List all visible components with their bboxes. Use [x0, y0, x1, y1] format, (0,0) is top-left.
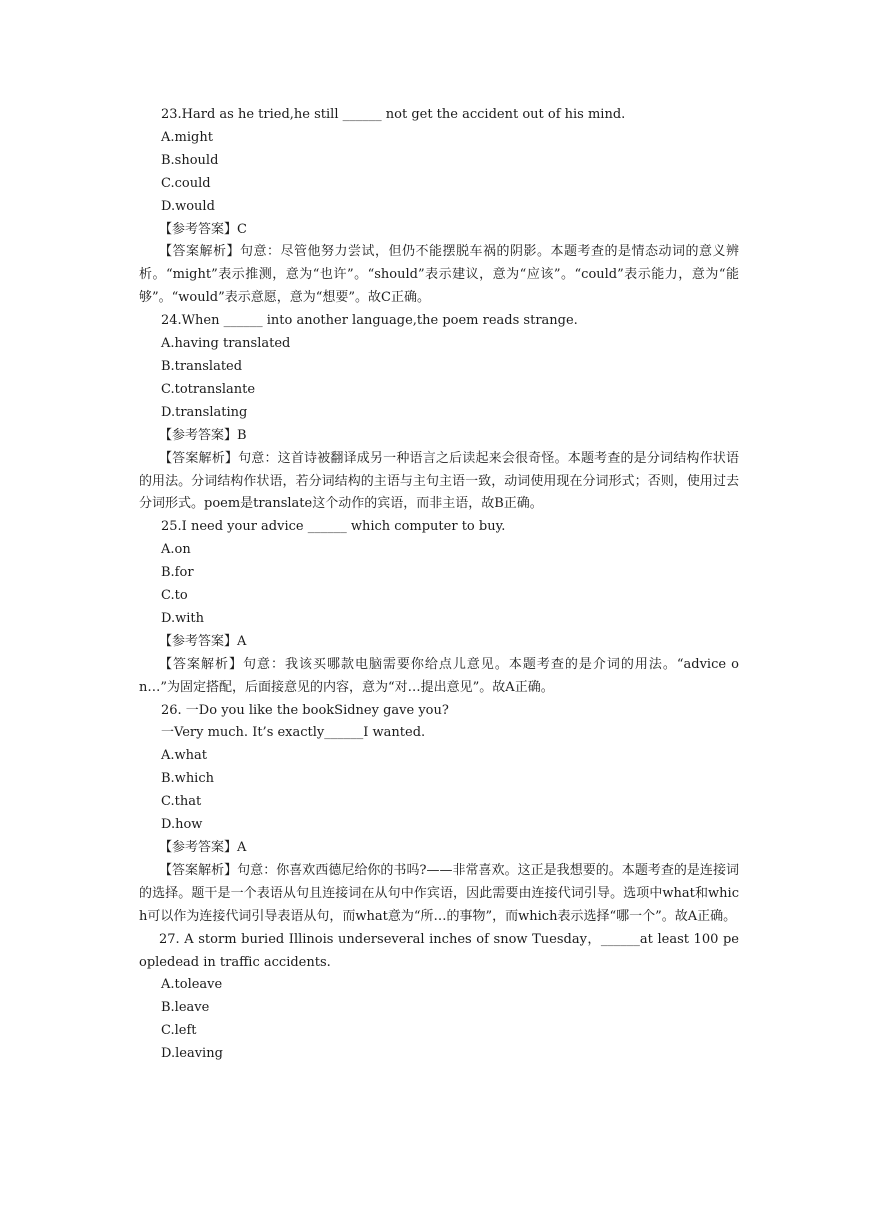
answer-analysis: 【答案解析】句意：尽管他努力尝试，但仍不能摆脱车祸的阴影。本题考查的是情态动词的意义辨析。“might”表示推测，意为“也许”。“should”表示建议，意为“应该”。“could”表示能力，意为“能够”。“would”表示意愿，意为“想要”。故C正确。 [139, 244, 739, 306]
question-stem: 26. 一Do you like the bookSidney gave you? [161, 702, 449, 718]
option-c: C.to [161, 588, 188, 604]
reference-answer: 【参考答案】B [159, 427, 247, 443]
option-c: C.left [161, 1023, 197, 1039]
question-26 [139, 700, 739, 929]
question-stem: 27. A storm buried Illinois underseveral inches of snow Tuesday，______at least 100 peopledead in traffic accidents. [139, 931, 739, 970]
exam-content [139, 104, 739, 1066]
option-c: C.could [161, 175, 211, 191]
question-stem: 23.Hard as he tried,he still ______ not get the accident out of his mind. [161, 107, 626, 122]
question-23 [139, 104, 739, 310]
option-d: D.leaving [161, 1046, 223, 1062]
option-d: D.would [161, 198, 215, 214]
option-d: D.how [161, 817, 203, 833]
option-c: C.totranslante [161, 381, 256, 397]
question-25 [139, 516, 739, 699]
answer-analysis: 【答案解析】句意：我该买哪款电脑需要你给点儿意见。本题考查的是介词的用法。“advice on…”为固定搭配，后面接意见的内容，意为“对…提出意见”。故A正确。 [139, 656, 739, 695]
reference-answer: 【参考答案】A [159, 840, 247, 855]
option-c: C.that [161, 794, 202, 810]
option-b: B.for [161, 565, 194, 581]
option-b: B.leave [161, 1000, 210, 1016]
option-a: A.toleave [161, 977, 223, 993]
answer-analysis: 【答案解析】句意：这首诗被翻译成另一种语言之后读起来会很奇怪。本题考查的是分词结构作状语的用法。分词结构作状语，若分词结构的主语与主句主语一致，动词使用现在分词形式；否则，使用过去分词形式。poem是translate这个动作的宾语，而非主语，故B正确。 [139, 450, 739, 512]
reference-answer: 【参考答案】A [159, 633, 247, 649]
answer-analysis: 【答案解析】句意：你喜欢西德尼给你的书吗?——非常喜欢。这正是我想要的。本题考查的是连接词的选择。题干是一个表语从句且连接词在从句中作宾语，因此需要由连接代词引导。选项中what和which可以作为连接代词引导表语从句，而what意为“所…的事物”，而which表示选择“哪一个”。故A正确。 [139, 862, 739, 924]
question-stem: 24.When ______ into another language,the poem reads strange. [161, 313, 578, 329]
question-24 [139, 310, 739, 516]
option-d: D.with [161, 610, 204, 626]
option-a: A.might [161, 129, 213, 145]
option-b: B.should [161, 152, 219, 168]
option-d: D.translating [161, 404, 248, 420]
option-a: A.on [161, 542, 191, 558]
option-a: A.having translated [161, 336, 291, 352]
question-stem: 25.I need your advice ______ which computer to buy. [161, 519, 506, 535]
option-b: B.which [161, 771, 214, 787]
question-27 [139, 929, 739, 1066]
option-a: A.what [161, 748, 207, 764]
reference-answer: 【参考答案】C [159, 221, 247, 237]
option-b: B.translated [161, 358, 243, 374]
question-stem-reply: 一Very much. It’s exactly______I wanted. [161, 725, 426, 741]
